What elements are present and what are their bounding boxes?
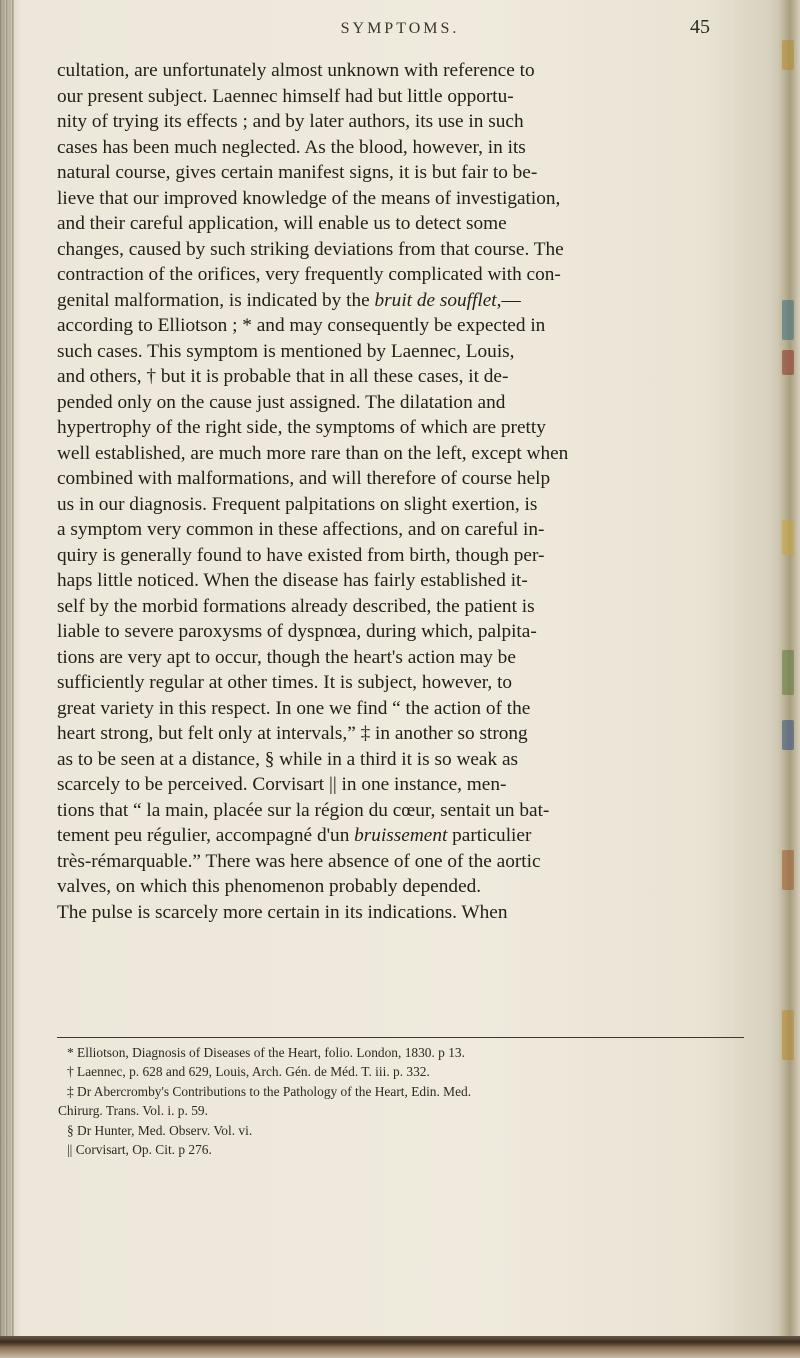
body-line: lieve that our improved knowledge of the means of investigation, xyxy=(57,187,561,209)
body-line: self by the morbid formations already described, the patient is xyxy=(57,595,535,617)
body-line: as to be seen at a distance, § while in a third it is so weak as xyxy=(57,748,519,770)
body-line: and their careful application, will enable us to detect some xyxy=(57,213,507,234)
fore-edge-mark xyxy=(782,300,794,340)
binding-edge xyxy=(0,0,14,1358)
body-line: The pulse is scarcely more certain in its indications. When xyxy=(57,901,508,923)
body-line: great variety in this respect. In one we find “ the action of the xyxy=(57,697,531,719)
fore-edge-mark xyxy=(782,850,794,890)
footnote-continuation: Chirurg. Trans. Vol. i. p. 59. xyxy=(58,1103,208,1119)
footnotes xyxy=(58,1043,748,1159)
page-number: 45 xyxy=(690,16,710,38)
footnote-item: || Corvisart, Op. Cit. p 276. xyxy=(67,1142,212,1158)
body-line: changes, caused by such striking deviations from that course. The xyxy=(57,238,564,260)
footnote-item: * Elliotson, Diagnosis of Diseases of the Heart, folio. London, 1830. p 13. xyxy=(67,1045,465,1060)
body-line: nity of trying its effects ; and by later authors, its use in such xyxy=(57,111,524,132)
body-line: valves, on which this phenomenon probably depended. xyxy=(57,876,482,897)
page-header xyxy=(60,16,740,46)
body-line: our present subject. Laennec himself had but little opportu- xyxy=(57,85,514,107)
fore-edge-mark xyxy=(782,720,794,750)
body-line: tions are very apt to occur, though the heart's action may be xyxy=(57,646,516,668)
body-line: and others, † but it is probable that in all these cases, it de- xyxy=(57,366,509,387)
fore-edge-mark xyxy=(782,350,794,375)
body-text xyxy=(57,58,747,925)
footnote-rule xyxy=(57,1037,744,1038)
fore-edge-mark xyxy=(782,1010,794,1060)
fore-edge-mark xyxy=(782,650,794,695)
body-line: such cases. This symptom is mentioned by Laennec, Louis, xyxy=(57,340,515,362)
body-line: haps little noticed. When the disease has fairly established it- xyxy=(57,570,528,591)
body-line: a symptom very common in these affections, and on careful in- xyxy=(57,519,545,540)
body-line: heart strong, but felt only at intervals,” ‡ in another so strong xyxy=(57,723,528,744)
body-line: hypertrophy of the right side, the symptoms of which are pretty xyxy=(57,417,546,438)
body-line: cases has been much neglected. As the blood, however, in its xyxy=(57,136,526,158)
body-line: très-rémarquable.” There was here absence of one of the aortic xyxy=(57,850,541,872)
body-line: tions that “ la main, placée sur la région du cœur, sentait un bat- xyxy=(57,799,550,821)
fore-edge-mark xyxy=(782,520,794,555)
body-line: combined with malformations, and will therefore of course help xyxy=(57,468,551,489)
running-title: SYMPTOMS. xyxy=(340,20,460,37)
italic-term: bruissement xyxy=(354,825,448,846)
page-fore-edge xyxy=(778,0,800,1358)
body-line: genital malformation, is indicated by the bruit de soufflet,— xyxy=(57,289,521,311)
footnote-item: † Laennec, p. 628 and 629, Louis, Arch. Gén. de Méd. T. iii. p. 332. xyxy=(67,1064,430,1080)
body-line: natural course, gives certain manifest signs, it is but fair to be- xyxy=(57,162,538,183)
body-line: sufficiently regular at other times. It is subject, however, to xyxy=(57,672,513,693)
fore-edge-mark xyxy=(782,40,794,70)
body-line: pended only on the cause just assigned. The dilatation and xyxy=(57,391,506,413)
body-line: scarcely to be perceived. Corvisart || in one instance, men- xyxy=(57,774,507,795)
body-line: cultation, are unfortunately almost unknown with reference to xyxy=(57,60,535,81)
footnote-item: ‡ Dr Abercromby's Contributions to the Pathology of the Heart, Edin. Med. xyxy=(67,1083,472,1099)
italic-term: bruit de soufflet xyxy=(374,289,497,311)
body-line: well established, are much more rare than on the left, except when xyxy=(57,442,569,464)
body-line: liable to severe paroxysms of dyspnœa, during which, palpita- xyxy=(57,621,537,642)
footnote-item: § Dr Hunter, Med. Observ. Vol. vi. xyxy=(67,1122,253,1138)
body-line: tement peu régulier, accompagné d'un bruissement particulier xyxy=(57,825,532,846)
body-line: according to Elliotson ; * and may consequently be expected in xyxy=(57,315,546,336)
body-line: us in our diagnosis. Frequent palpitations on slight exertion, is xyxy=(57,493,538,515)
body-line: contraction of the orifices, very frequently complicated with con- xyxy=(57,264,561,285)
page-bottom-edge xyxy=(0,1336,800,1358)
body-line: quiry is generally found to have existed from birth, though per- xyxy=(57,544,545,566)
